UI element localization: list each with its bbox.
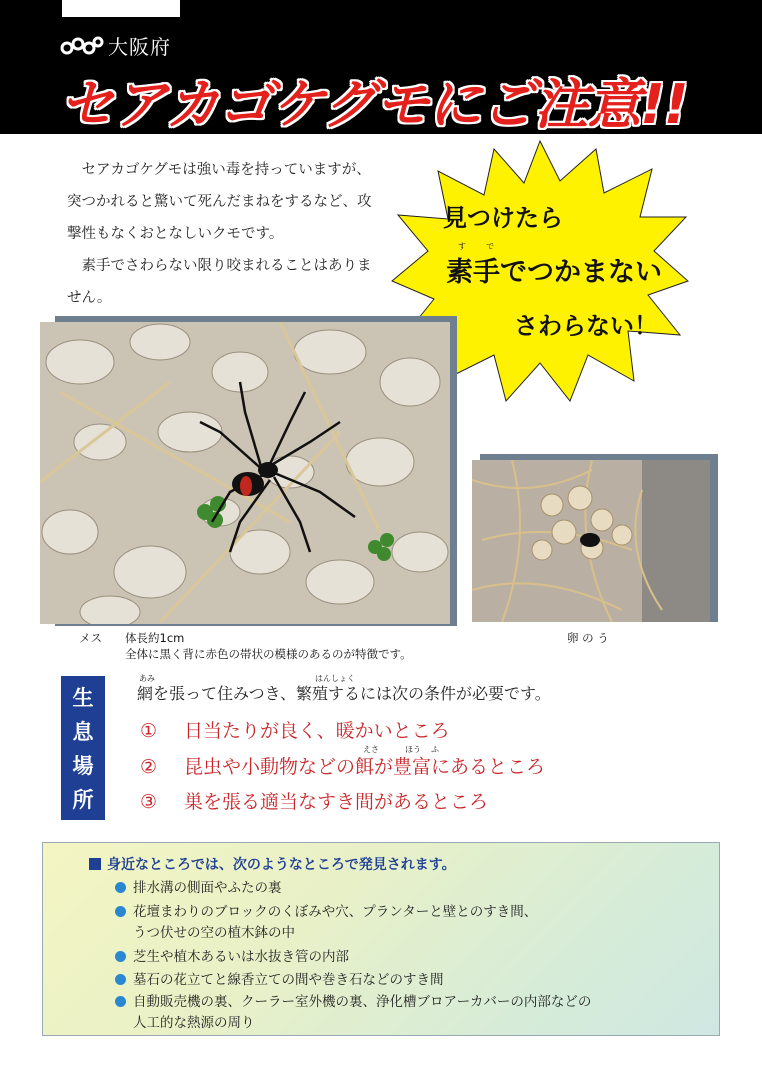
- found-item-2: [115, 901, 537, 923]
- square-bullet-icon: [89, 858, 101, 870]
- habitat-tag-char-4: 所: [72, 788, 94, 812]
- habitat-tag-char-3: 場: [72, 754, 94, 778]
- warning-ruby-de: で: [486, 242, 494, 251]
- found-locations-box: [42, 842, 720, 1036]
- intro-paragraph-1: セアカゴケグモは強い毒を持っていますが、突つかれると驚いて死んだまねをするなど、攻撃性もなくおとなしいクモです。: [67, 162, 372, 242]
- spider-photo-image: [40, 322, 450, 624]
- prefecture-name: 大阪府: [108, 35, 171, 59]
- spider-caption-description: 全体に黒く背に赤色の帯状の模様のあるのが特徴です。: [125, 647, 412, 661]
- habitat-ruby-hou: ほう: [405, 745, 421, 754]
- condition-1-text: 日当たりが良く、暖かいところ: [184, 720, 450, 742]
- found-item-5: [115, 991, 591, 1013]
- found-item-2-text: 花壇まわりのブロックのくぼみや穴、プランターと壁とのすき間、: [133, 904, 538, 920]
- intro-text: [67, 154, 372, 314]
- found-item-1: [115, 877, 282, 899]
- warning-ruby-su: す: [458, 242, 466, 251]
- habitat-lead-text: 網を張って住みつき、繁殖するには次の条件が必要です。: [137, 684, 551, 703]
- egg-sac-caption: 卵 の う: [567, 631, 609, 645]
- condition-2-number: ②: [140, 756, 158, 778]
- bullet-dot-icon: [115, 882, 126, 893]
- spider-caption-label: メス: [79, 631, 102, 645]
- habitat-tag: [61, 676, 105, 820]
- condition-3-number: ③: [140, 791, 158, 813]
- condition-1-number: ①: [140, 720, 158, 742]
- osaka-prefecture-logo-icon: [60, 34, 104, 56]
- warning-line-1: 見つけたら: [443, 203, 563, 232]
- habitat-ruby-hanshoku: はんしょく: [315, 674, 355, 683]
- found-item-5-continued-text: 人工的な熱源の周り: [133, 1015, 255, 1031]
- habitat-ruby-ami: あみ: [139, 674, 155, 683]
- warning-line-3: さわらない！: [514, 311, 658, 340]
- condition-3-text: 巣を張る適当なすき間があるところ: [184, 791, 489, 813]
- bullet-dot-icon: [115, 906, 126, 917]
- bullet-dot-icon: [115, 996, 126, 1007]
- habitat-ruby-esa: えさ: [363, 745, 379, 754]
- egg-sac-photo: [472, 460, 710, 622]
- found-item-3-text: 芝生や植木あるいは水抜き管の内部: [133, 949, 349, 965]
- intro-paragraph-2: 素手でさわらない限り咬まれることはありません。: [67, 258, 372, 306]
- page-title: セアカゴケグモにご注意!!: [60, 73, 688, 136]
- header-tab: [62, 0, 180, 17]
- habitat-tag-char-2: 息: [72, 720, 94, 744]
- bullet-dot-icon: [115, 974, 126, 985]
- found-locations-title: [89, 854, 456, 874]
- spider-caption-size: 体長約1cm: [125, 631, 185, 645]
- condition-1: [140, 716, 450, 743]
- condition-3: [140, 787, 488, 814]
- header-band: [0, 0, 762, 134]
- found-item-4: [115, 969, 444, 991]
- condition-2: [140, 752, 545, 779]
- habitat-tag-char-1: 生: [72, 686, 94, 710]
- found-item-2-continued: [133, 922, 295, 944]
- habitat-ruby-fu: ふ: [431, 745, 439, 754]
- found-item-3: [115, 946, 349, 968]
- spider-photo: [40, 322, 450, 624]
- found-item-4-text: 墓石の花立てと線香立ての間や巻き石などのすき間: [133, 972, 444, 988]
- found-item-5-continued: [133, 1012, 255, 1034]
- found-item-5-text: 自動販売機の裏、クーラー室外機の裏、浄化槽ブロアーカバーの内部などの: [133, 994, 592, 1010]
- found-item-1-text: 排水溝の側面やふたの裏: [133, 880, 282, 896]
- bullet-dot-icon: [115, 951, 126, 962]
- found-locations-title-text: 身近なところでは、次のようなところで発見されます。: [107, 857, 456, 873]
- condition-2-text: 昆虫や小動物などの餌が豊富にあるところ: [184, 756, 546, 778]
- warning-line-2: 素手でつかまない: [446, 257, 662, 288]
- egg-sac-image: [472, 460, 710, 622]
- found-item-2-continued-text: うつ伏せの空の植木鉢の中: [133, 925, 295, 941]
